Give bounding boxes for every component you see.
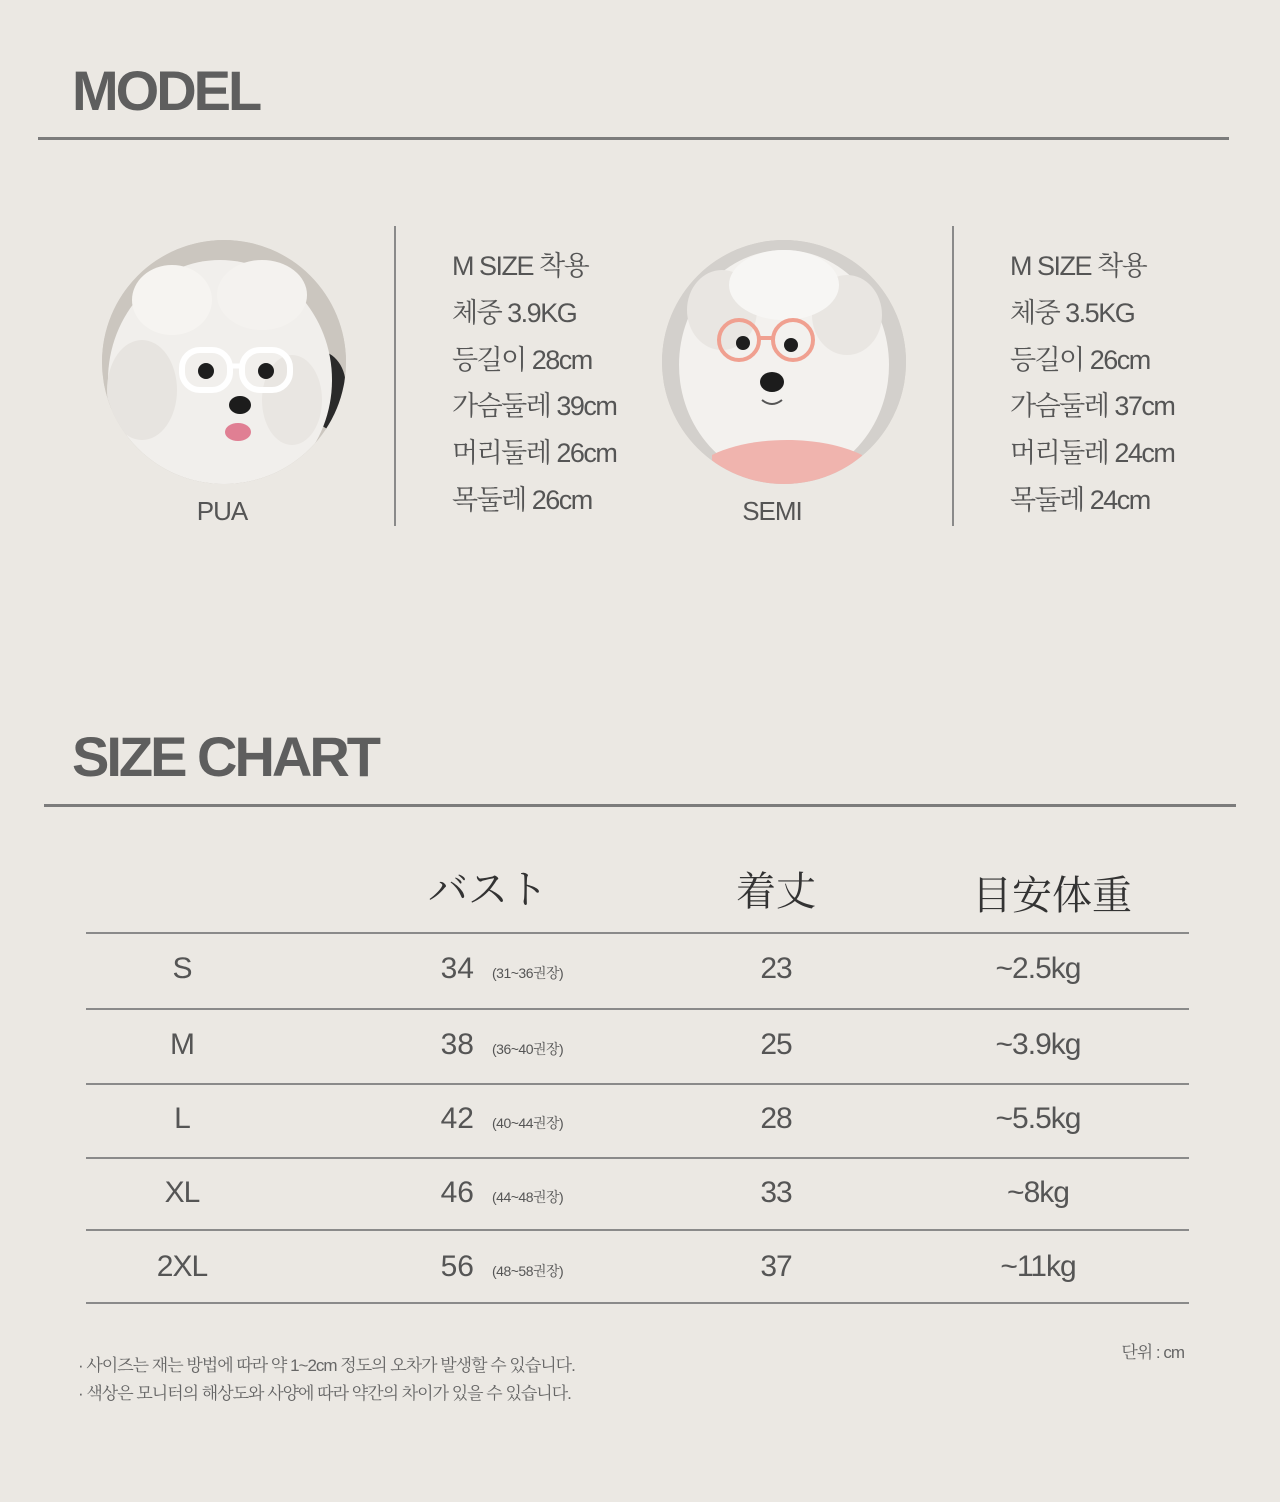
table-bottom-rule (86, 1302, 1189, 1304)
pua-spec-weight: 체중 3.9KG (452, 297, 577, 328)
semi-spec-chest: 가슴둘레 37cm (1010, 391, 1175, 422)
row-2xl-bust (400, 1250, 620, 1284)
pua-spec-neck: 목둘레 26cm (452, 484, 592, 515)
table-row-rule (86, 1229, 1189, 1231)
pua-spec-head: 머리둘레 26cm (452, 438, 617, 469)
row-xl-bust-range: (44~48권장) (492, 1189, 564, 1205)
row-xl-weight: ~8kg (1007, 1176, 1069, 1209)
semi-photo (662, 240, 906, 484)
row-2xl-weight: ~11kg (1000, 1250, 1076, 1283)
pua-spec-chest: 가슴둘레 39cm (452, 391, 617, 422)
row-xl-length: 33 (760, 1176, 792, 1209)
pua-spec-size: M SIZE 착용 (452, 251, 589, 281)
row-s-length: 23 (760, 952, 792, 985)
row-xl-size: XL (164, 1176, 200, 1209)
unit-label: 단위 : cm (1121, 1343, 1184, 1362)
row-l-bust-range: (40~44권장) (492, 1115, 564, 1131)
semi-spec-size: M SIZE 착용 (1010, 251, 1147, 281)
row-l-length: 28 (760, 1102, 792, 1135)
pua-spec-back-length: 등길이 28cm (452, 344, 592, 375)
row-xl-bust (400, 1176, 620, 1210)
header-bust: バスト (428, 867, 548, 913)
model-title: MODEL (72, 59, 260, 122)
pua-photo (102, 240, 346, 484)
table-row-rule (86, 1157, 1189, 1159)
semi-spec-neck: 목둘레 24cm (1010, 484, 1150, 515)
row-m-length: 25 (760, 1028, 792, 1061)
row-2xl-size: 2XL (156, 1250, 208, 1283)
row-m-size: M (170, 1028, 194, 1061)
row-s-weight: ~2.5kg (995, 952, 1081, 985)
row-s-size: S (172, 952, 192, 985)
row-2xl-bust-value: 56 (440, 1250, 474, 1283)
pua-name: PUA (196, 496, 248, 526)
size-chart-title-rule (44, 804, 1236, 807)
semi-spec-weight: 체중 3.5KG (1010, 297, 1135, 328)
row-s-bust-range: (31~36권장) (492, 965, 564, 981)
model-title-rule (38, 137, 1229, 140)
size-notes (78, 1352, 575, 1408)
row-m-weight: ~3.9kg (995, 1028, 1081, 1061)
semi-spec-list (1010, 243, 1174, 524)
row-l-size: L (174, 1102, 190, 1135)
table-row-rule (86, 1008, 1189, 1010)
row-l-bust (400, 1102, 620, 1136)
note-measurement: · 사이즈는 재는 방법에 따라 약 1~2cm 정도의 오차가 발생할 수 있습니다. (78, 1356, 575, 1375)
row-xl-bust-value: 46 (440, 1176, 474, 1209)
row-m-bust (400, 1028, 620, 1062)
semi-spec-head: 머리둘레 24cm (1010, 438, 1175, 469)
semi-name: SEMI (742, 496, 802, 526)
row-s-bust-value: 34 (440, 952, 474, 985)
note-color: · 색상은 모니터의 해상도와 사양에 따라 약간의 차이가 있을 수 있습니다. (78, 1384, 571, 1403)
semi-spec-back-length: 등길이 26cm (1010, 344, 1150, 375)
semi-divider (952, 226, 954, 526)
row-m-bust-value: 38 (440, 1028, 474, 1061)
table-top-rule (86, 932, 1189, 934)
row-2xl-bust-range: (48~58권장) (492, 1263, 564, 1279)
row-2xl-length: 37 (760, 1250, 792, 1283)
pua-divider (394, 226, 396, 526)
header-length: 着丈 (736, 869, 816, 915)
header-weight: 目安体重 (972, 873, 1132, 919)
row-m-bust-range: (36~40권장) (492, 1041, 564, 1057)
row-s-bust (400, 952, 620, 986)
row-l-bust-value: 42 (440, 1102, 474, 1135)
size-chart-title: SIZE CHART (72, 725, 378, 788)
table-row-rule (86, 1083, 1189, 1085)
pua-spec-list (452, 243, 616, 524)
row-l-weight: ~5.5kg (995, 1102, 1081, 1135)
